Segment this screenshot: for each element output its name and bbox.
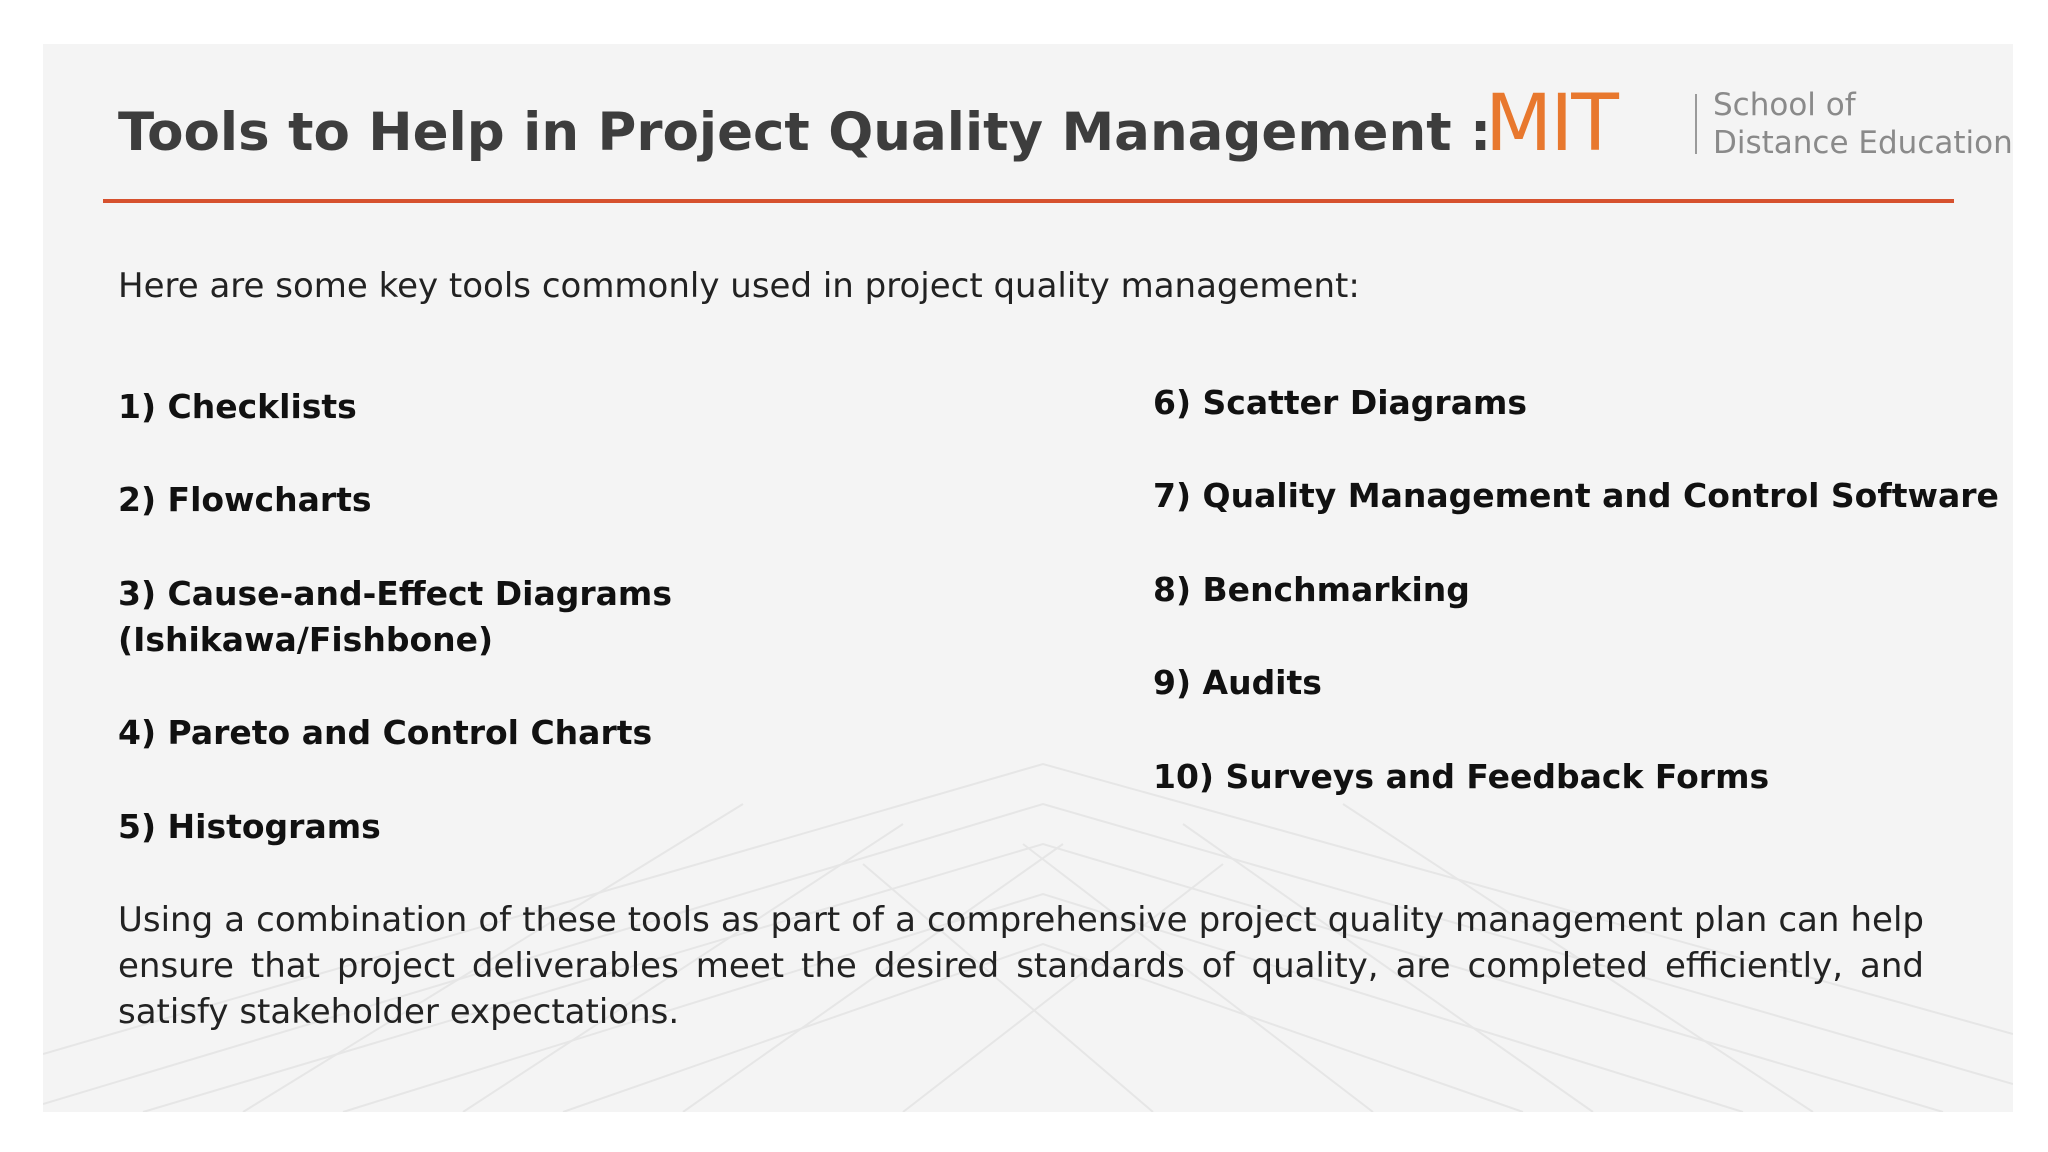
list-item: 4) Pareto and Control Charts — [118, 713, 653, 752]
logo-line-1: School of — [1713, 87, 1856, 123]
list-item: 10) Surveys and Feedback Forms — [1153, 757, 1770, 796]
list-item: 3) Cause-and-Effect Diagrams — [118, 574, 672, 613]
logo-line-2: Distance Education — [1713, 125, 2013, 161]
list-item: 2) Flowcharts — [118, 480, 372, 519]
logo-text — [1713, 86, 2013, 162]
logo-divider — [1695, 94, 1697, 154]
title-underline — [103, 199, 1954, 203]
list-item: 9) Audits — [1153, 663, 1322, 702]
mit-sde-logo — [1485, 79, 2013, 169]
intro-text: Here are some key tools commonly used in project quality management: — [118, 266, 1360, 306]
page-title: Tools to Help in Project Quality Management : — [118, 102, 1492, 163]
list-item: 6) Scatter Diagrams — [1153, 383, 1527, 422]
list-item: 8) Benchmarking — [1153, 570, 1470, 609]
list-item: 1) Checklists — [118, 387, 357, 426]
list-item: 7) Quality Management and Control Software — [1153, 476, 1999, 515]
conclusion-paragraph: Using a combination of these tools as part of a comprehensive project quality management plan can help ensure that project deliverables meet the desired standards of quality, are completed efficiently, and satisfy stakeholder expectations. — [118, 900, 1924, 1032]
slide — [43, 44, 2013, 1112]
logo-mark: MIT — [1485, 79, 1617, 169]
list-item-continuation: (Ishikawa/Fishbone) — [118, 620, 494, 659]
list-item: 5) Histograms — [118, 807, 381, 846]
